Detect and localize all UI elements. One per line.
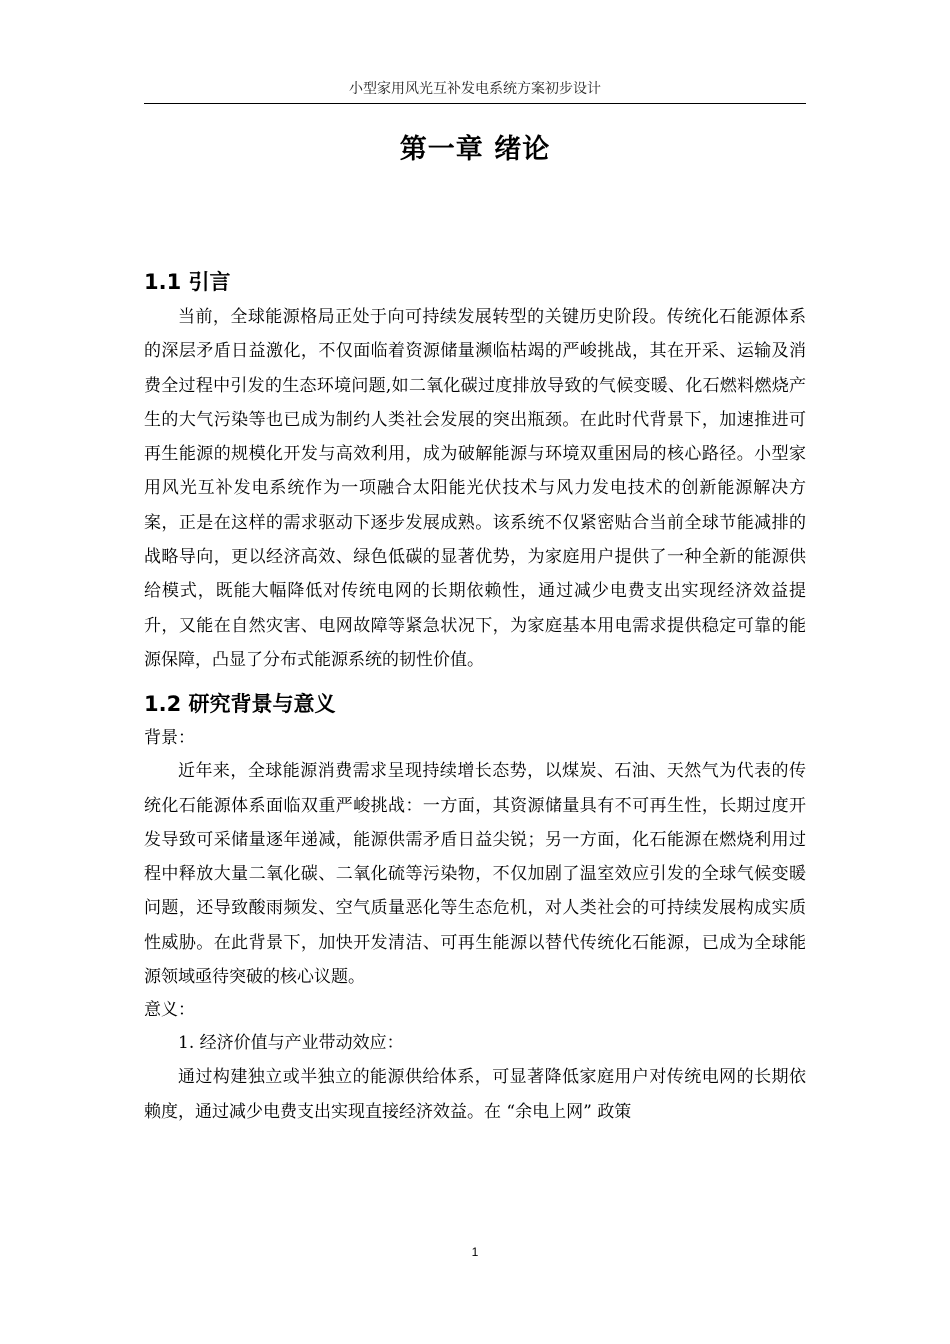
chapter-title: 第一章 绪论 bbox=[399, 134, 551, 165]
running-header: 小型家用风光互补发电系统方案初步设计 bbox=[349, 81, 601, 97]
header-rule bbox=[144, 103, 806, 104]
section-heading-background: 1.2 研究背景与意义 bbox=[144, 692, 336, 717]
page-number: 1 bbox=[471, 1245, 479, 1259]
list-item-economic-value: 1. 经济价值与产业带动效应： bbox=[178, 1033, 404, 1054]
intro-paragraph: 当前，全球能源格局正处于向可持续发展转型的关键历史阶段。传统化石能源体系的深层矛盾日益激化，不仅面临着资源储量濒临枯竭的严峻挑战，其在开采、运输及消费全过程中引发的生态环境问题,如二氧化碳过度排放导致的气候变暖、化石燃料燃烧产生的大气污染等也已成为制约人类社会发展的突出瓶颈。在此时代背景下，加速推进可再生能源的规模化开发与高效利用，成为破解能源与环境双重困局的核心路径。小型家用风光互补发电系统作为一项融合太阳能光伏技术与风力发电技术的创新能源解决方案，正是在这样的需求驱动下逐步发展成熟。该系统不仅紧密贴合当前全球节能减排的战略导向，更以经济高效、绿色低碳的显著优势，为家庭用户提供了一种全新的能源供给模式，既能大幅降低对传统电网的长期依赖性，通过减少电费支出实现经济效益提升，又能在自然灾害、电网故障等紧急状况下，为家庭基本用电需求提供稳定可靠的能源保障，凸显了分布式能源系统的韧性价值。 bbox=[144, 307, 806, 670]
economic-value-paragraph: 通过构建独立或半独立的能源供给体系，可显著降低家庭用户对传统电网的长期依赖度，通过减少电费支出实现直接经济效益。在 “余电上网” 政策 bbox=[144, 1067, 806, 1122]
body-content bbox=[144, 264, 806, 1129]
background-paragraph: 近年来，全球能源消费需求呈现持续增长态势，以煤炭、石油、天然气为代表的传统化石能源体系面临双重严峻挑战：一方面，其资源储量具有不可再生性，长期过度开发导致可采储量逐年递减，能源供需矛盾日益尖锐；另一方面，化石能源在燃烧利用过程中释放大量二氧化碳、二氧化硫等污染物，不仅加剧了温室效应引发的全球气候变暖问题，还导致酸雨频发、空气质量恶化等生态危机，对人类社会的可持续发展构成实质性威胁。在此背景下，加快开发清洁、可再生能源以替代传统化石能源，已成为全球能源领域亟待突破的核心议题。 bbox=[144, 761, 806, 988]
section-heading-intro: 1.1 引言 bbox=[144, 270, 231, 294]
background-label: 背景： bbox=[144, 728, 195, 749]
significance-label: 意义： bbox=[144, 1000, 195, 1021]
